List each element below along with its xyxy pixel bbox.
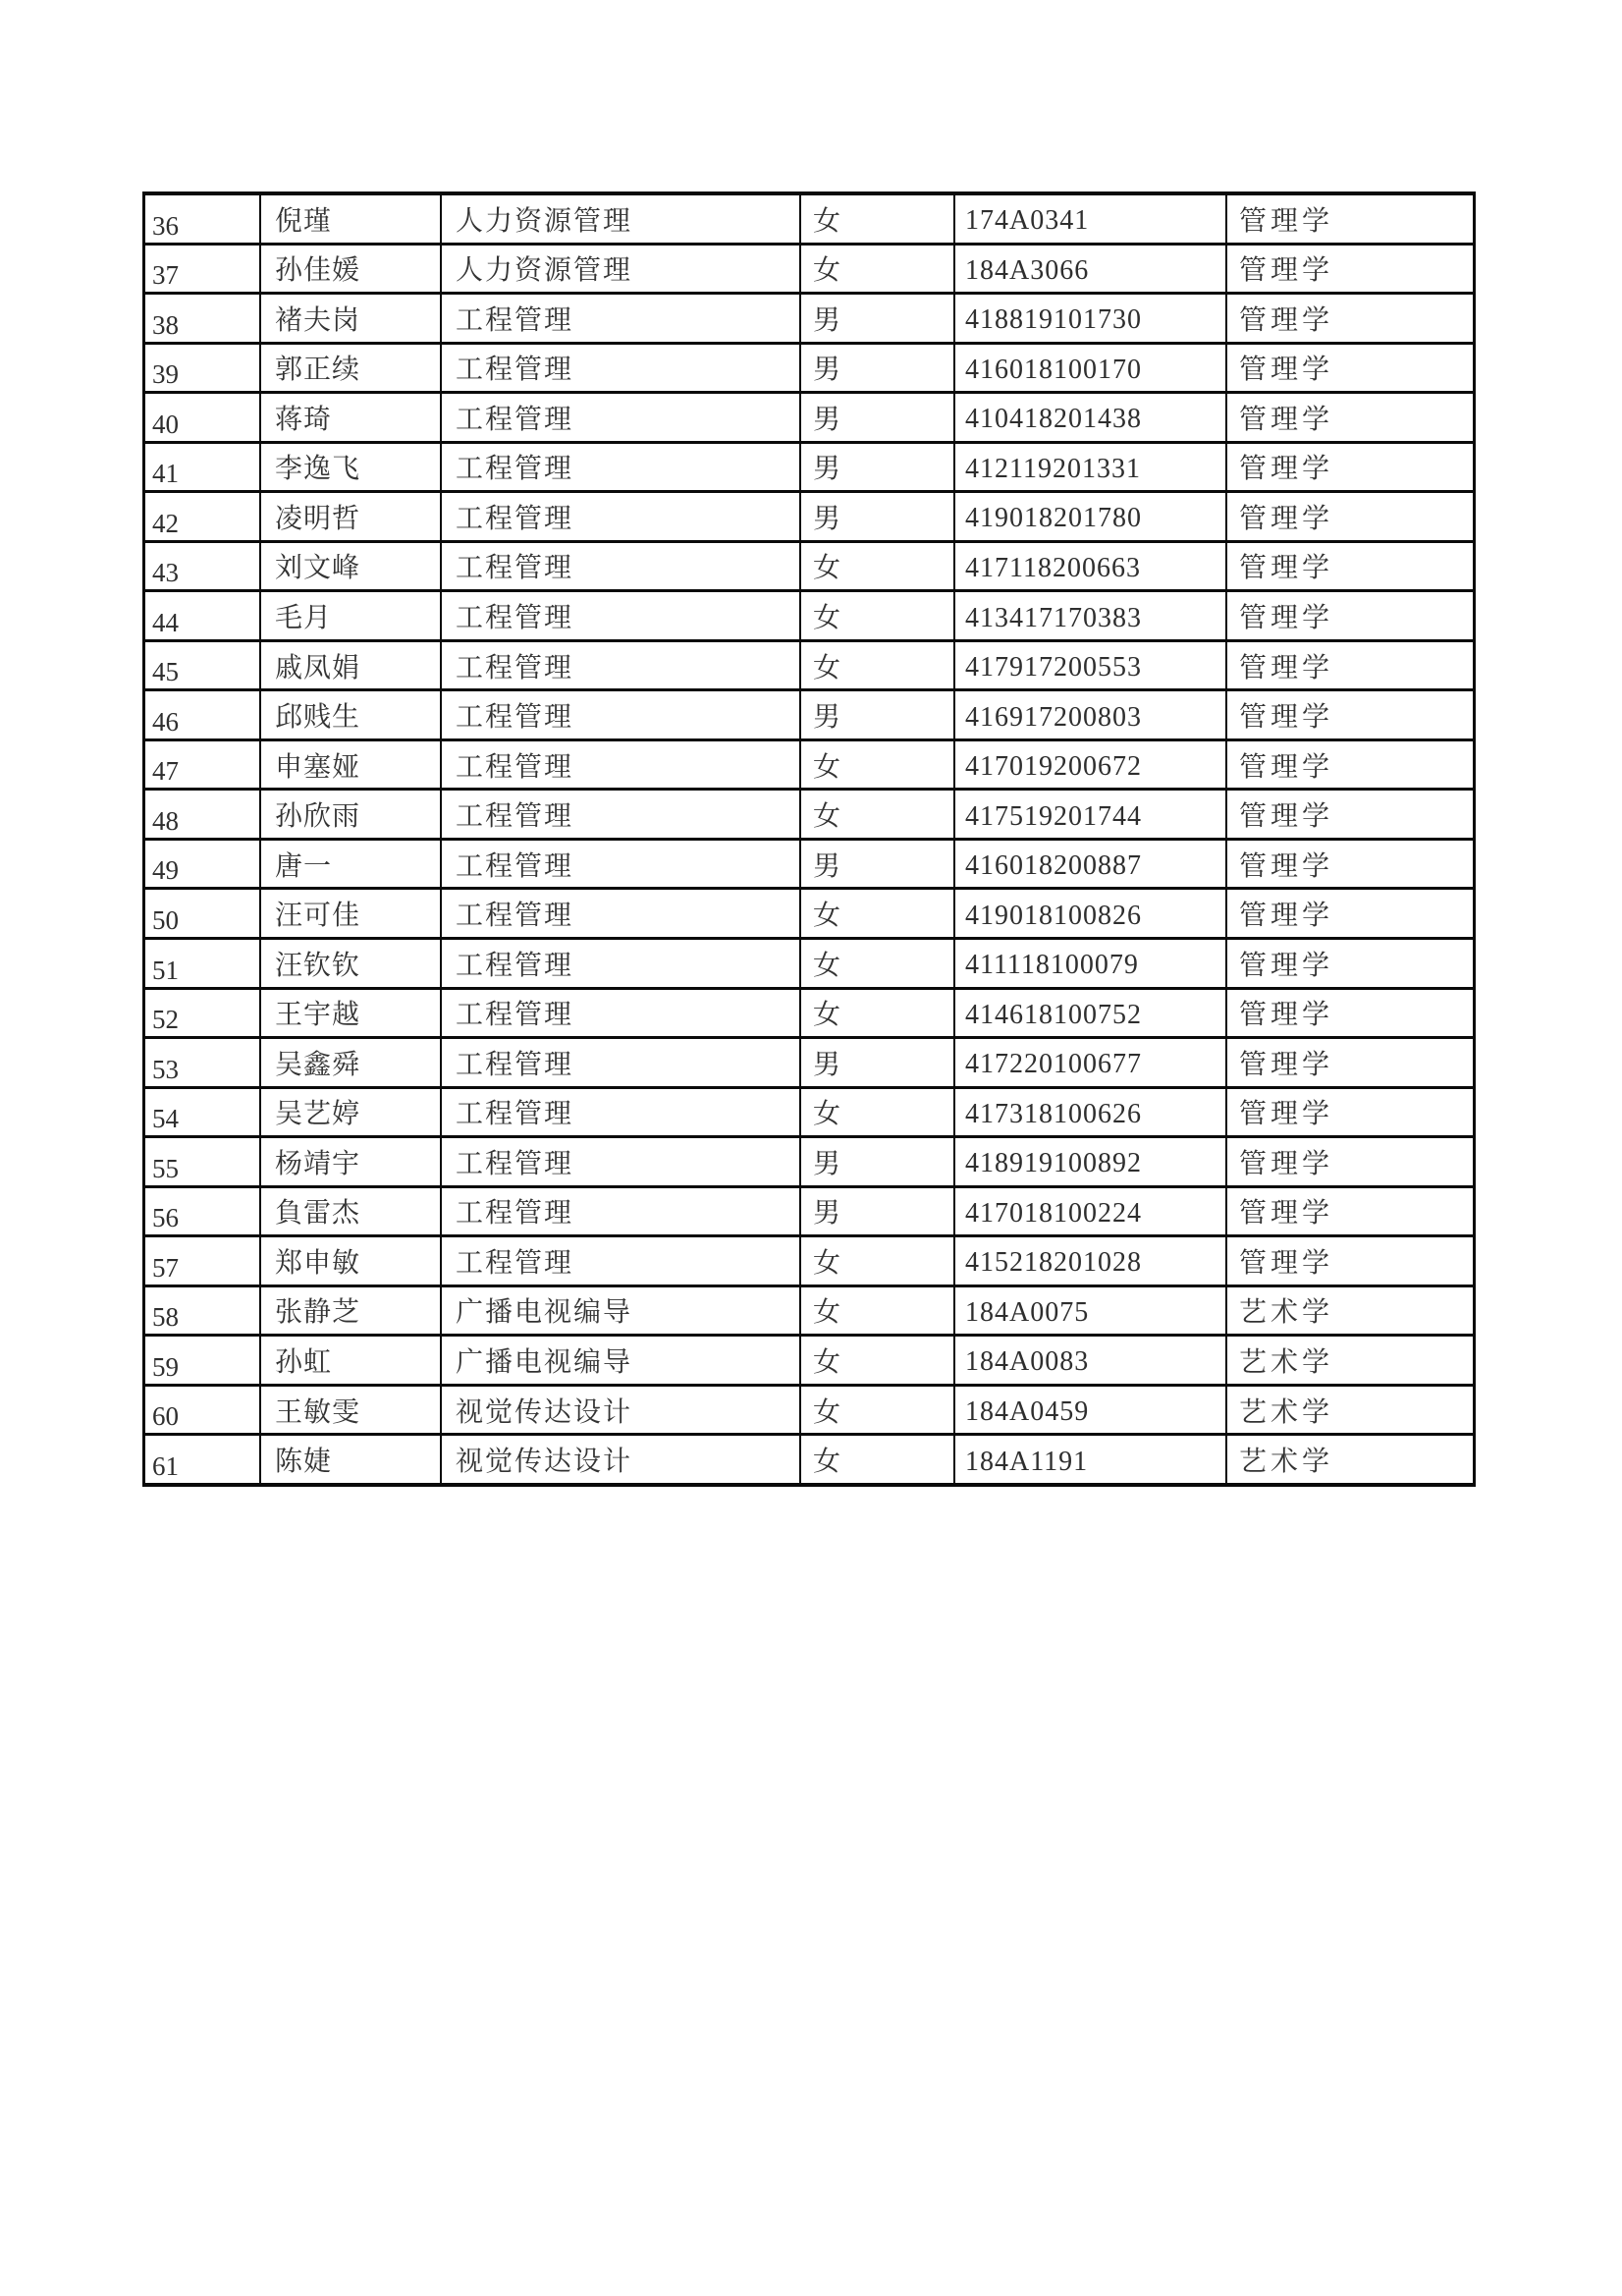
row-number-cell: 39 <box>145 345 261 392</box>
student-name-cell: 戚凤娟 <box>261 642 442 689</box>
table-row <box>145 592 1473 642</box>
major-cell: 工程管理 <box>442 691 801 738</box>
row-number-cell: 36 <box>145 195 261 243</box>
degree-category-cell: 艺术学 <box>1239 1297 1334 1329</box>
row-number-cell: 40 <box>145 394 261 441</box>
table-row <box>145 1039 1473 1089</box>
degree-category-cell: 管理学 <box>1239 603 1334 634</box>
certificate-no-cell: 417118200663 <box>955 543 1227 590</box>
table-row <box>145 741 1473 792</box>
certificate-no-cell: 184A3066 <box>955 246 1227 293</box>
gender-cell: 女 <box>801 543 955 590</box>
row-number-cell: 42 <box>145 493 261 540</box>
certificate-no-cell: 184A0459 <box>955 1387 1227 1434</box>
row-number-cell: 49 <box>145 841 261 888</box>
degree-category-cell: 管理学 <box>1239 553 1334 584</box>
gender-cell: 男 <box>801 493 955 540</box>
certificate-no-cell: 419018100826 <box>955 890 1227 937</box>
major-cell: 工程管理 <box>442 543 801 590</box>
degree-category-cell: 管理学 <box>1239 950 1334 981</box>
major-cell: 工程管理 <box>442 295 801 342</box>
table-row <box>145 1089 1473 1139</box>
certificate-no-cell: 174A0341 <box>955 195 1227 243</box>
major-cell: 广播电视编导 <box>442 1287 801 1335</box>
student-name-cell: 孙欣雨 <box>261 791 442 838</box>
gender-cell: 女 <box>801 592 955 639</box>
degree-category-cell: 管理学 <box>1239 304 1334 336</box>
degree-category-cell: 管理学 <box>1239 503 1334 534</box>
table-row <box>145 890 1473 940</box>
row-number-cell: 44 <box>145 592 261 639</box>
table-row <box>145 444 1473 494</box>
row-number-cell: 50 <box>145 890 261 937</box>
gender-cell: 女 <box>801 1089 955 1136</box>
student-name-cell: 汪可佳 <box>261 890 442 937</box>
row-number-cell: 47 <box>145 741 261 789</box>
table-row <box>145 345 1473 395</box>
student-name-cell: 王宇越 <box>261 990 442 1037</box>
major-cell: 工程管理 <box>442 1188 801 1235</box>
degree-category-cell: 管理学 <box>1239 1198 1334 1230</box>
certificate-no-cell: 184A0075 <box>955 1287 1227 1335</box>
student-name-cell: 王敏雯 <box>261 1387 442 1434</box>
table-row <box>145 543 1473 593</box>
degree-category-cell: 管理学 <box>1239 454 1334 485</box>
gender-cell: 男 <box>801 345 955 392</box>
gender-cell: 女 <box>801 990 955 1037</box>
degree-category-cell: 管理学 <box>1239 1148 1334 1179</box>
certificate-no-cell: 410418201438 <box>955 394 1227 441</box>
row-number-cell: 53 <box>145 1039 261 1086</box>
major-cell: 工程管理 <box>442 741 801 789</box>
student-name-cell: 刘文峰 <box>261 543 442 590</box>
major-cell: 视觉传达设计 <box>442 1387 801 1434</box>
degree-category-cell: 管理学 <box>1239 751 1334 783</box>
major-cell: 工程管理 <box>442 940 801 987</box>
table-row <box>145 1138 1473 1188</box>
degree-category-cell: 管理学 <box>1239 652 1334 683</box>
degree-category-cell: 管理学 <box>1239 901 1334 932</box>
certificate-no-cell: 417917200553 <box>955 642 1227 689</box>
major-cell: 工程管理 <box>442 592 801 639</box>
row-number-cell: 52 <box>145 990 261 1037</box>
major-cell: 工程管理 <box>442 791 801 838</box>
table-row <box>145 195 1473 246</box>
table-row <box>145 1287 1473 1338</box>
certificate-no-cell: 413417170383 <box>955 592 1227 639</box>
degree-category-cell: 管理学 <box>1239 255 1334 287</box>
gender-cell: 女 <box>801 642 955 689</box>
certificate-no-cell: 417318100626 <box>955 1089 1227 1136</box>
row-number-cell: 46 <box>145 691 261 738</box>
gender-cell: 男 <box>801 841 955 888</box>
major-cell: 工程管理 <box>442 345 801 392</box>
major-cell: 工程管理 <box>442 394 801 441</box>
certificate-no-cell: 417019200672 <box>955 741 1227 789</box>
row-number-cell: 58 <box>145 1287 261 1335</box>
major-cell: 工程管理 <box>442 841 801 888</box>
major-cell: 工程管理 <box>442 1039 801 1086</box>
certificate-no-cell: 414618100752 <box>955 990 1227 1037</box>
gender-cell: 女 <box>801 741 955 789</box>
student-name-cell: 倪瑾 <box>261 195 442 243</box>
degree-category-cell: 管理学 <box>1239 1099 1334 1130</box>
gender-cell: 女 <box>801 940 955 987</box>
student-name-cell: 陈婕 <box>261 1436 442 1483</box>
table-row <box>145 295 1473 345</box>
row-number-cell: 43 <box>145 543 261 590</box>
gender-cell: 男 <box>801 1138 955 1185</box>
major-cell: 人力资源管理 <box>442 246 801 293</box>
gender-cell: 女 <box>801 195 955 243</box>
major-cell: 工程管理 <box>442 1089 801 1136</box>
gender-cell: 男 <box>801 691 955 738</box>
student-name-cell: 褚夫岗 <box>261 295 442 342</box>
degree-category-cell: 管理学 <box>1239 801 1334 833</box>
certificate-no-cell: 418819101730 <box>955 295 1227 342</box>
major-cell: 视觉传达设计 <box>442 1436 801 1483</box>
row-number-cell: 56 <box>145 1188 261 1235</box>
certificate-no-cell: 418919100892 <box>955 1138 1227 1185</box>
student-name-cell: 凌明哲 <box>261 493 442 540</box>
certificate-no-cell: 417519201744 <box>955 791 1227 838</box>
student-name-cell: 申塞娅 <box>261 741 442 789</box>
major-cell: 工程管理 <box>442 493 801 540</box>
student-name-cell: 唐一 <box>261 841 442 888</box>
table-row <box>145 1337 1473 1387</box>
table-row <box>145 990 1473 1040</box>
major-cell: 工程管理 <box>442 990 801 1037</box>
student-name-cell: 毛月 <box>261 592 442 639</box>
table-row <box>145 691 1473 741</box>
student-name-cell: 郭正续 <box>261 345 442 392</box>
degree-category-cell: 艺术学 <box>1239 1447 1334 1478</box>
student-name-cell: 郑申敏 <box>261 1237 442 1285</box>
degree-category-cell: 管理学 <box>1239 355 1334 386</box>
student-name-cell: 邱贱生 <box>261 691 442 738</box>
gender-cell: 男 <box>801 295 955 342</box>
major-cell: 工程管理 <box>442 642 801 689</box>
gender-cell: 男 <box>801 1039 955 1086</box>
student-name-cell: 吴艺婷 <box>261 1089 442 1136</box>
student-roster-table <box>142 191 1476 1487</box>
major-cell: 工程管理 <box>442 444 801 491</box>
row-number-cell: 61 <box>145 1436 261 1483</box>
major-cell: 工程管理 <box>442 1237 801 1285</box>
degree-category-cell: 管理学 <box>1239 1049 1334 1080</box>
student-name-cell: 汪钦钦 <box>261 940 442 987</box>
certificate-no-cell: 416018200887 <box>955 841 1227 888</box>
certificate-no-cell: 416917200803 <box>955 691 1227 738</box>
student-name-cell: 孙虹 <box>261 1337 442 1384</box>
table-row <box>145 1237 1473 1287</box>
gender-cell: 女 <box>801 1287 955 1335</box>
major-cell: 工程管理 <box>442 890 801 937</box>
degree-category-cell: 管理学 <box>1239 702 1334 734</box>
row-number-cell: 57 <box>145 1237 261 1285</box>
gender-cell: 男 <box>801 444 955 491</box>
degree-category-cell: 艺术学 <box>1239 1396 1334 1428</box>
major-cell: 人力资源管理 <box>442 195 801 243</box>
certificate-no-cell: 416018100170 <box>955 345 1227 392</box>
table-row <box>145 1387 1473 1437</box>
gender-cell: 女 <box>801 1237 955 1285</box>
table-row <box>145 1188 1473 1238</box>
row-number-cell: 45 <box>145 642 261 689</box>
student-name-cell: 张静芝 <box>261 1287 442 1335</box>
student-name-cell: 吴鑫舜 <box>261 1039 442 1086</box>
degree-category-cell: 管理学 <box>1239 850 1334 882</box>
row-number-cell: 60 <box>145 1387 261 1434</box>
student-name-cell: 孙佳媛 <box>261 246 442 293</box>
degree-category-cell: 管理学 <box>1239 404 1334 435</box>
gender-cell: 男 <box>801 1188 955 1235</box>
certificate-no-cell: 412119201331 <box>955 444 1227 491</box>
certificate-no-cell: 184A0083 <box>955 1337 1227 1384</box>
degree-category-cell: 管理学 <box>1239 1000 1334 1031</box>
table-row <box>145 791 1473 841</box>
student-name-cell: 蒋琦 <box>261 394 442 441</box>
row-number-cell: 54 <box>145 1089 261 1136</box>
student-name-cell: 杨靖宇 <box>261 1138 442 1185</box>
gender-cell: 女 <box>801 246 955 293</box>
certificate-no-cell: 415218201028 <box>955 1237 1227 1285</box>
student-name-cell: 李逸飞 <box>261 444 442 491</box>
certificate-no-cell: 411118100079 <box>955 940 1227 987</box>
table-row <box>145 246 1473 296</box>
certificate-no-cell: 417220100677 <box>955 1039 1227 1086</box>
row-number-cell: 38 <box>145 295 261 342</box>
student-name-cell: 負雷杰 <box>261 1188 442 1235</box>
gender-cell: 女 <box>801 1436 955 1483</box>
table-row <box>145 642 1473 692</box>
certificate-no-cell: 417018100224 <box>955 1188 1227 1235</box>
table-row <box>145 394 1473 444</box>
major-cell: 工程管理 <box>442 1138 801 1185</box>
degree-category-cell: 艺术学 <box>1239 1346 1334 1378</box>
gender-cell: 女 <box>801 1337 955 1384</box>
row-number-cell: 37 <box>145 246 261 293</box>
gender-cell: 女 <box>801 1387 955 1434</box>
table-row <box>145 841 1473 891</box>
gender-cell: 女 <box>801 890 955 937</box>
certificate-no-cell: 419018201780 <box>955 493 1227 540</box>
row-number-cell: 55 <box>145 1138 261 1185</box>
degree-category-cell: 管理学 <box>1239 1247 1334 1279</box>
certificate-no-cell: 184A1191 <box>955 1436 1227 1483</box>
major-cell: 广播电视编导 <box>442 1337 801 1384</box>
gender-cell: 女 <box>801 791 955 838</box>
degree-category-cell: 管理学 <box>1239 205 1334 237</box>
row-number-cell: 41 <box>145 444 261 491</box>
table-row <box>145 1436 1473 1483</box>
row-number-cell: 48 <box>145 791 261 838</box>
row-number-cell: 59 <box>145 1337 261 1384</box>
table-row <box>145 493 1473 543</box>
table-row <box>145 940 1473 990</box>
gender-cell: 男 <box>801 394 955 441</box>
row-number-cell: 51 <box>145 940 261 987</box>
